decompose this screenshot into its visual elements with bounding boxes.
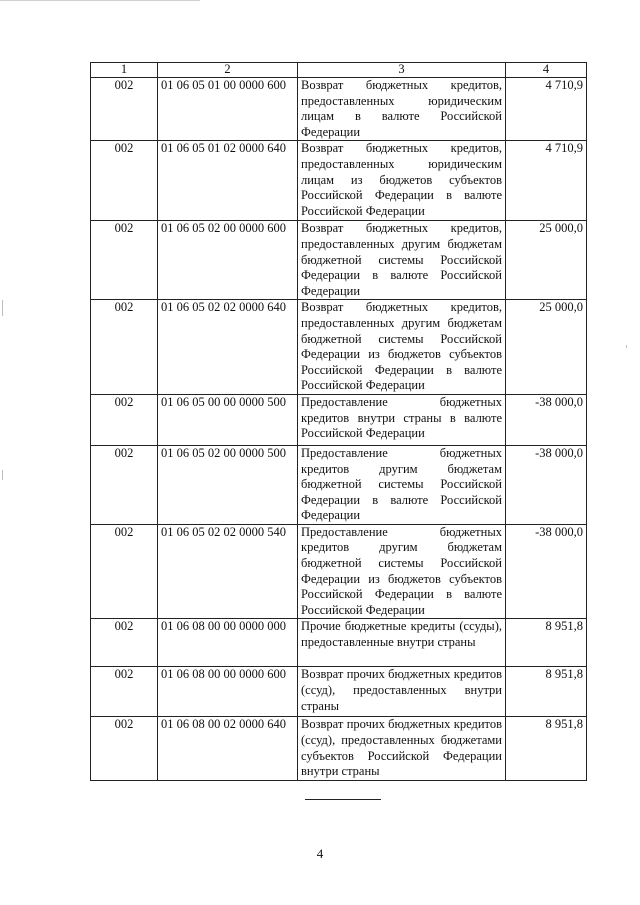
table-row <box>91 78 587 141</box>
admin-code-cell: 002 <box>91 445 158 524</box>
amount-cell: 8 951,8 <box>506 619 587 667</box>
description-cell: Возврат прочих бюджетных кредитов (ссуд), предоставленных бюджетами субъектов Российской Федерации внутри страны <box>298 717 506 781</box>
description-cell: Предоставление бюджетных кредитов другим бюджетам бюджетной системы Российской Федерации из бюджетов субъектов Российской Федерации в валюте Российской Федерации <box>298 524 506 619</box>
column-header-1: 1 <box>91 63 158 78</box>
budget-code-cell: 01 06 08 00 00 0000 000 <box>158 619 298 667</box>
amount-cell: -38 000,0 <box>506 445 587 524</box>
description-cell: Предоставление бюджетных кредитов другим бюджетам бюджетной системы Российской Федерации в валюте Российской Федерации <box>298 445 506 524</box>
admin-code-cell: 002 <box>91 221 158 300</box>
budget-code-cell: 01 06 05 02 00 0000 600 <box>158 221 298 300</box>
table-row <box>91 394 587 445</box>
amount-cell: 25 000,0 <box>506 221 587 300</box>
table-row <box>91 300 587 395</box>
budget-code-cell: 01 06 05 02 02 0000 640 <box>158 300 298 395</box>
budget-code-cell: 01 06 05 02 00 0000 500 <box>158 445 298 524</box>
description-cell: Возврат прочих бюджетных кредитов (ссуд), предоставленных внутри страны <box>298 667 506 717</box>
amount-cell: 25 000,0 <box>506 300 587 395</box>
scan-mark <box>2 300 3 316</box>
column-header-2: 2 <box>158 63 298 78</box>
amount-cell: 8 951,8 <box>506 667 587 717</box>
description-cell: Возврат бюджетных кредитов, предоставленных юридическим лицам в валюте Российской Федерации <box>298 78 506 141</box>
budget-code-cell: 01 06 05 00 00 0000 500 <box>158 394 298 445</box>
table-row <box>91 619 587 667</box>
amount-cell: 4 710,9 <box>506 78 587 141</box>
scan-mark <box>626 345 627 348</box>
table-header-row <box>91 63 587 78</box>
budget-code-cell: 01 06 05 01 00 0000 600 <box>158 78 298 141</box>
amount-cell: 4 710,9 <box>506 141 587 221</box>
column-header-4: 4 <box>506 63 587 78</box>
description-cell: Возврат бюджетных кредитов, предоставленных другим бюджетам бюджетной системы Российской Федерации из бюджетов субъектов Российской Федерации в валюте Российской Федерации <box>298 300 506 395</box>
admin-code-cell: 002 <box>91 619 158 667</box>
budget-code-cell: 01 06 05 01 02 0000 640 <box>158 141 298 221</box>
amount-cell: -38 000,0 <box>506 394 587 445</box>
budget-sources-table <box>90 62 587 781</box>
amount-cell: 8 951,8 <box>506 717 587 781</box>
scan-mark <box>2 470 3 480</box>
table-row <box>91 445 587 524</box>
description-cell: Предоставление бюджетных кредитов внутри страны в валюте Российской Федерации <box>298 394 506 445</box>
admin-code-cell: 002 <box>91 300 158 395</box>
table-row <box>91 667 587 717</box>
page-number: 4 <box>316 846 324 861</box>
table-row <box>91 141 587 221</box>
admin-code-cell: 002 <box>91 78 158 141</box>
table-row <box>91 717 587 781</box>
page-top-edge <box>0 0 200 1</box>
column-header-3: 3 <box>298 63 506 78</box>
table-row <box>91 221 587 300</box>
description-cell: Возврат бюджетных кредитов, предоставленных другим бюджетам бюджетной системы Российской Федерации в валюте Российской Федерации <box>298 221 506 300</box>
table-row <box>91 524 587 619</box>
amount-cell: -38 000,0 <box>506 524 587 619</box>
admin-code-cell: 002 <box>91 717 158 781</box>
admin-code-cell: 002 <box>91 524 158 619</box>
admin-code-cell: 002 <box>91 141 158 221</box>
description-cell: Прочие бюджетные кредиты (ссуды), предоставленные внутри страны <box>298 619 506 667</box>
budget-code-cell: 01 06 08 00 02 0000 640 <box>158 717 298 781</box>
budget-code-cell: 01 06 05 02 02 0000 540 <box>158 524 298 619</box>
separator-line <box>305 799 381 800</box>
budget-code-cell: 01 06 08 00 00 0000 600 <box>158 667 298 717</box>
admin-code-cell: 002 <box>91 394 158 445</box>
description-cell: Возврат бюджетных кредитов, предоставленных юридическим лицам из бюджетов субъектов Российской Федерации в валюте Российской Федерации <box>298 141 506 221</box>
admin-code-cell: 002 <box>91 667 158 717</box>
